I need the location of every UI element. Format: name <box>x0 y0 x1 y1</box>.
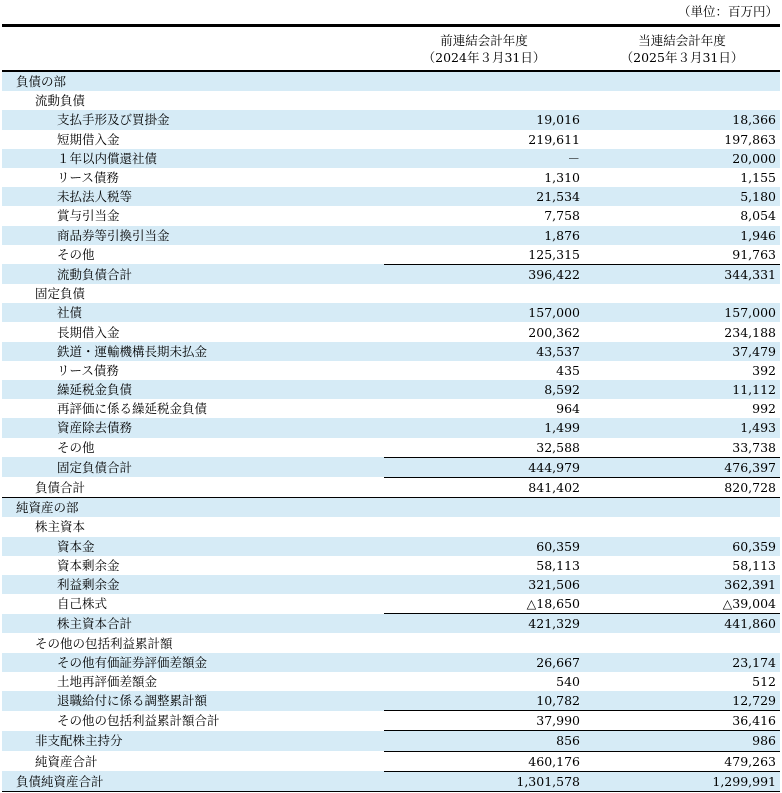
prev-value: 32,588 <box>536 439 580 455</box>
table-row <box>2 672 780 691</box>
curr-value: 12,729 <box>584 691 780 711</box>
curr-value: 344,331 <box>584 264 780 284</box>
table-row <box>2 187 780 206</box>
row-label: 商品券等引換引当金 <box>2 226 384 245</box>
curr-value: 992 <box>752 401 776 417</box>
curr-value: 5,180 <box>584 187 780 206</box>
curr-value: 234,188 <box>724 324 776 340</box>
curr-value: 479,263 <box>584 751 780 771</box>
curr-value: 476,397 <box>584 457 780 477</box>
prev-value: 21,534 <box>384 187 584 206</box>
curr-value <box>584 91 780 110</box>
curr-value <box>584 633 780 652</box>
subtotal-row <box>2 457 780 477</box>
row-label: 純資産の部 <box>2 498 384 518</box>
row-label: 非支配株主持分 <box>2 731 384 751</box>
table-row <box>2 633 780 652</box>
prev-value: 219,611 <box>528 131 580 147</box>
curr-value: 197,863 <box>724 131 776 147</box>
table-row <box>2 575 780 594</box>
row-label: 繰延税金負債 <box>2 380 384 399</box>
table-row <box>2 91 780 110</box>
table-row <box>2 438 780 458</box>
prev-value: 421,329 <box>384 614 584 634</box>
prev-value: 460,176 <box>384 751 584 771</box>
prev-value: 1,301,578 <box>384 771 584 791</box>
row-label: 再評価に係る繰延税金負債 <box>57 401 208 417</box>
prev-value: 321,506 <box>384 575 584 594</box>
row-label: 固定負債 <box>35 286 86 302</box>
table-row <box>2 130 780 149</box>
prev-value: 125,315 <box>528 246 580 262</box>
prev-value: 1,310 <box>544 170 580 186</box>
row-label: 短期借入金 <box>57 131 120 147</box>
prev-value: 43,537 <box>384 342 584 361</box>
row-label: 支払手形及び買掛金 <box>2 110 384 129</box>
row-label: 負債の部 <box>2 71 384 91</box>
curr-value: 23,174 <box>584 653 780 672</box>
header-curr-title: 当連結会計年度 <box>638 33 726 48</box>
row-label: 流動負債合計 <box>2 264 384 284</box>
unit-label: （単位：百万円） <box>677 4 778 19</box>
row-label: その他の包括利益累計額合計 <box>57 713 220 729</box>
prev-value: 540 <box>556 673 580 689</box>
curr-value: 18,366 <box>584 110 780 129</box>
curr-value: 1,946 <box>584 226 780 245</box>
curr-value: 820,728 <box>584 477 780 497</box>
row-label: 自己株式 <box>57 596 108 612</box>
prev-value: 435 <box>556 362 580 378</box>
prev-value: 10,782 <box>384 691 584 711</box>
prev-value: 396,422 <box>384 264 584 284</box>
curr-value: 11,112 <box>584 380 780 399</box>
curr-value <box>584 284 780 303</box>
balance-sheet-table <box>2 24 780 792</box>
subtotal-row <box>2 711 780 731</box>
table-row <box>2 206 780 225</box>
table-row <box>2 594 780 614</box>
row-label: リース債務 <box>57 362 119 378</box>
curr-value: 392 <box>752 362 776 378</box>
table-row <box>2 537 780 556</box>
subtotal-row <box>2 614 780 634</box>
prev-value: － <box>384 149 584 168</box>
row-label: その他の包括利益累計額 <box>35 635 173 651</box>
table-row <box>2 245 780 265</box>
row-label: 未払法人税等 <box>2 187 384 206</box>
prev-value: 964 <box>556 401 580 417</box>
header-row <box>2 26 780 72</box>
total-row <box>2 751 780 771</box>
table-row <box>2 498 780 518</box>
prev-value: 841,402 <box>384 477 584 497</box>
table-row <box>2 226 780 245</box>
prev-value <box>384 284 584 303</box>
curr-value: 37,479 <box>584 342 780 361</box>
row-label: 流動負債 <box>35 93 86 109</box>
prev-value: 7,758 <box>544 208 580 224</box>
table-row <box>2 517 780 536</box>
table-row <box>2 418 780 437</box>
prev-value <box>384 91 584 110</box>
row-label: その他 <box>57 247 95 263</box>
prev-value: 8,592 <box>384 380 584 399</box>
curr-value: 441,860 <box>584 614 780 634</box>
row-label: 負債純資産合計 <box>2 771 384 791</box>
curr-value: 36,416 <box>584 711 780 731</box>
prev-value: 200,362 <box>528 324 580 340</box>
row-label: 株主資本合計 <box>2 614 384 634</box>
row-label: その他 <box>57 439 95 455</box>
curr-value <box>584 498 780 518</box>
row-label: その他有価証券評価差額金 <box>2 653 384 672</box>
prev-value <box>384 517 584 536</box>
table-row <box>2 149 780 168</box>
header-curr-date: （2025年３月31日） <box>620 50 744 65</box>
prev-value: 37,990 <box>384 711 584 731</box>
row-label: 純資産合計 <box>35 753 98 769</box>
row-label: 固定負債合計 <box>2 457 384 477</box>
table-row <box>2 342 780 361</box>
header-prev-title: 前連結会計年度 <box>440 33 528 48</box>
header-blank <box>2 26 384 72</box>
curr-value: 986 <box>584 731 780 751</box>
row-label: 負債合計 <box>2 477 384 497</box>
table-row <box>2 399 780 418</box>
table-row <box>2 284 780 303</box>
table-row <box>2 380 780 399</box>
table-row <box>2 556 780 575</box>
row-label: 長期借入金 <box>57 324 120 340</box>
row-label: 資本剰余金 <box>57 557 120 573</box>
table-row <box>2 168 780 187</box>
table-row <box>2 110 780 129</box>
prev-value: 1,499 <box>384 418 584 437</box>
table-row <box>2 731 780 751</box>
prev-value <box>384 633 584 652</box>
prev-value: △18,650 <box>526 596 580 612</box>
curr-value: 60,359 <box>584 537 780 556</box>
row-label: 鉄道・運輸機構長期未払金 <box>2 342 384 361</box>
row-label: 土地再評価差額金 <box>57 673 158 689</box>
curr-value: △39,004 <box>722 596 776 612</box>
prev-value: 19,016 <box>384 110 584 129</box>
curr-value: 1,155 <box>740 170 776 186</box>
curr-value: 33,738 <box>732 439 776 455</box>
curr-value: 157,000 <box>584 303 780 322</box>
table-row <box>2 303 780 322</box>
curr-value <box>584 517 780 536</box>
header-prev-date: （2024年３月31日） <box>422 50 546 65</box>
row-label: 株主資本 <box>35 519 86 535</box>
row-label: リース債務 <box>57 170 119 186</box>
curr-value: 91,763 <box>732 246 776 262</box>
grand-total-row <box>2 771 780 791</box>
curr-value: 58,113 <box>732 557 776 573</box>
row-label: 社債 <box>2 303 384 322</box>
prev-value <box>384 498 584 518</box>
table-row <box>2 361 780 380</box>
table-row <box>2 322 780 341</box>
row-label: 退職給付に係る調整累計額 <box>2 691 384 711</box>
curr-value: 1,299,991 <box>584 771 780 791</box>
prev-value: 26,667 <box>384 653 584 672</box>
row-label: 資産除去債務 <box>2 418 384 437</box>
prev-value <box>384 71 584 91</box>
curr-value <box>584 71 780 91</box>
prev-value: 856 <box>384 731 584 751</box>
row-label: 賞与引当金 <box>57 208 120 224</box>
prev-value: 1,876 <box>384 226 584 245</box>
row-label: 利益剰余金 <box>2 575 384 594</box>
curr-value: 8,054 <box>740 208 776 224</box>
prev-value: 58,113 <box>536 557 580 573</box>
header-prev-period <box>384 26 584 72</box>
header-curr-period <box>584 26 780 72</box>
prev-value: 60,359 <box>384 537 584 556</box>
prev-value: 444,979 <box>384 457 584 477</box>
total-row <box>2 477 780 497</box>
curr-value: 362,391 <box>584 575 780 594</box>
curr-value: 512 <box>752 673 776 689</box>
table-row <box>2 653 780 672</box>
curr-value: 20,000 <box>584 149 780 168</box>
subtotal-row <box>2 264 780 284</box>
curr-value: 1,493 <box>584 418 780 437</box>
table-row <box>2 691 780 711</box>
table-row <box>2 71 780 91</box>
row-label: １年以内償還社債 <box>2 149 384 168</box>
row-label: 資本金 <box>2 537 384 556</box>
prev-value: 157,000 <box>384 303 584 322</box>
